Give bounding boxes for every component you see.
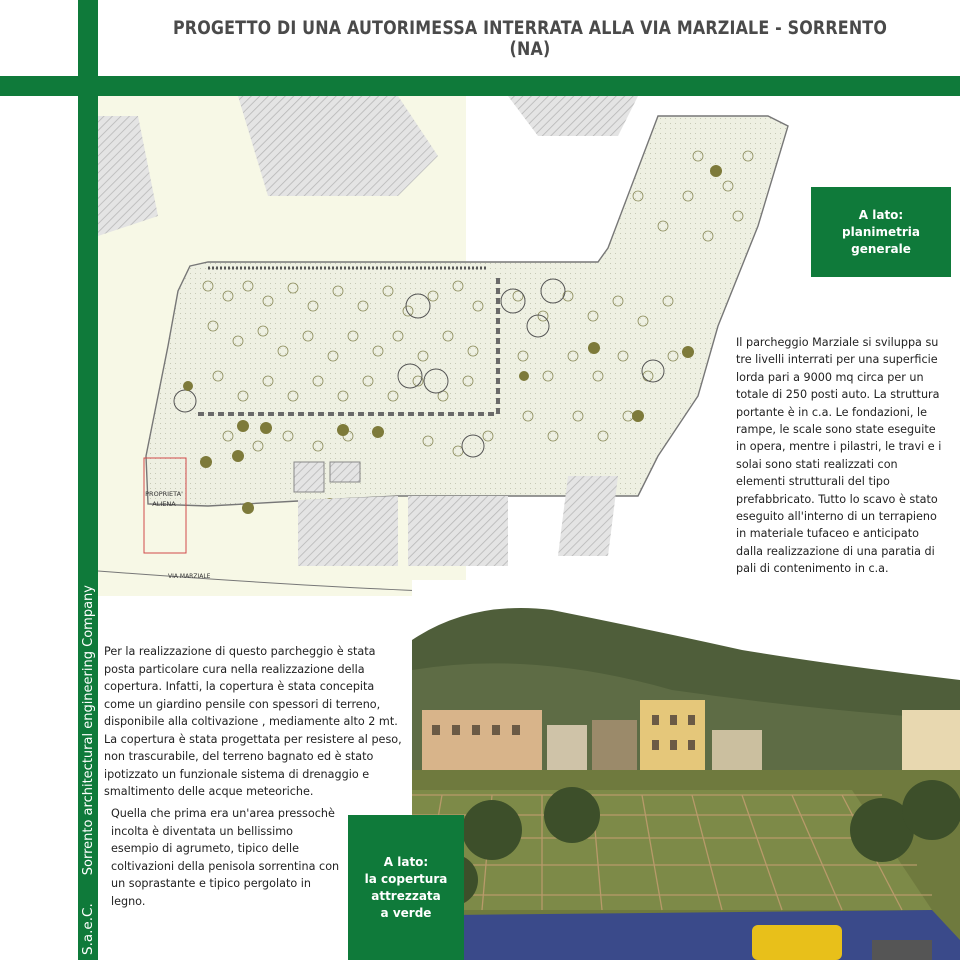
site-plan — [98, 96, 818, 596]
label-property-2: ALIENA — [152, 500, 176, 508]
top-green-band — [0, 76, 960, 96]
caption-plan-line-3: generale — [851, 241, 911, 256]
description-text: Il parcheggio Marziale si sviluppa su tre livelli interrati per una superficie lorda pari a 9000 mq circa per un totale di 250 posti auto. La struttura portante è in c.a. Le fondazioni, le rampe, le scale sono state eseguite in opera, mentre i pilastri, le travi e i solai sono stati realizzati con elementi strutturali del tipo prefabbricato. Tutto lo scavo è stato eseguito all'interno di un terrapieno in materiale tufaceo e anticipato dalla realizzazione di una paratia di pali di contenimento in c.a. — [736, 336, 942, 576]
caption-plan-line-1: A lato: — [858, 207, 904, 222]
caption-plan-line-2: planimetria — [842, 224, 920, 239]
caption-photo-line-3: attrezzata — [371, 888, 441, 903]
bus — [752, 925, 842, 960]
company-name: Sorrento architectural engineering Company — [80, 585, 96, 876]
caption-photo-line-4: a verde — [380, 905, 432, 920]
label-street: VIA MARZIALE — [168, 573, 211, 580]
building-south — [298, 496, 398, 566]
vertical-company-label — [80, 585, 96, 955]
building-north — [238, 96, 438, 196]
label-property-1: PROPRIETA' — [145, 490, 183, 498]
roof-garden-photo — [412, 580, 960, 960]
citrus-text: Quella che prima era un'area pressochè incolta è diventata un bellissimo esempio di agrumeto, tipico delle coltivazioni della penisola sorrentina con un soprastante e tipico pergolato in legno. — [111, 807, 340, 908]
caption-photo-line-2: la copertura — [364, 871, 448, 886]
caption-photo — [348, 815, 464, 960]
caption-photo-line-1: A lato: — [383, 854, 429, 869]
page-title: PROGETTO DI UNA AUTORIMESSA INTERRATA ALLA VIA MARZIALE - SORRENTO (NA) — [172, 18, 888, 60]
caption-plan — [811, 187, 951, 277]
building-north-east — [508, 96, 638, 136]
buildings — [422, 710, 542, 780]
company-abbreviation: S.a.e.C. — [80, 903, 96, 955]
roof-text: Per la realizzazione di questo parcheggio è stata posta particolare cura nella realizzazione della copertura. Infatti, la copertura è stata concepita come un giardino pensile con spessori di terreno, disponibile alla coltivazione , mediamente alto 2 mt. La copertura è stata progettata per resistere al peso, non trascurabile, del terreno bagnato ed è stato ipotizzato un funzionale sistema di drenaggio e smaltimento delle acque meteoriche. — [104, 645, 402, 798]
